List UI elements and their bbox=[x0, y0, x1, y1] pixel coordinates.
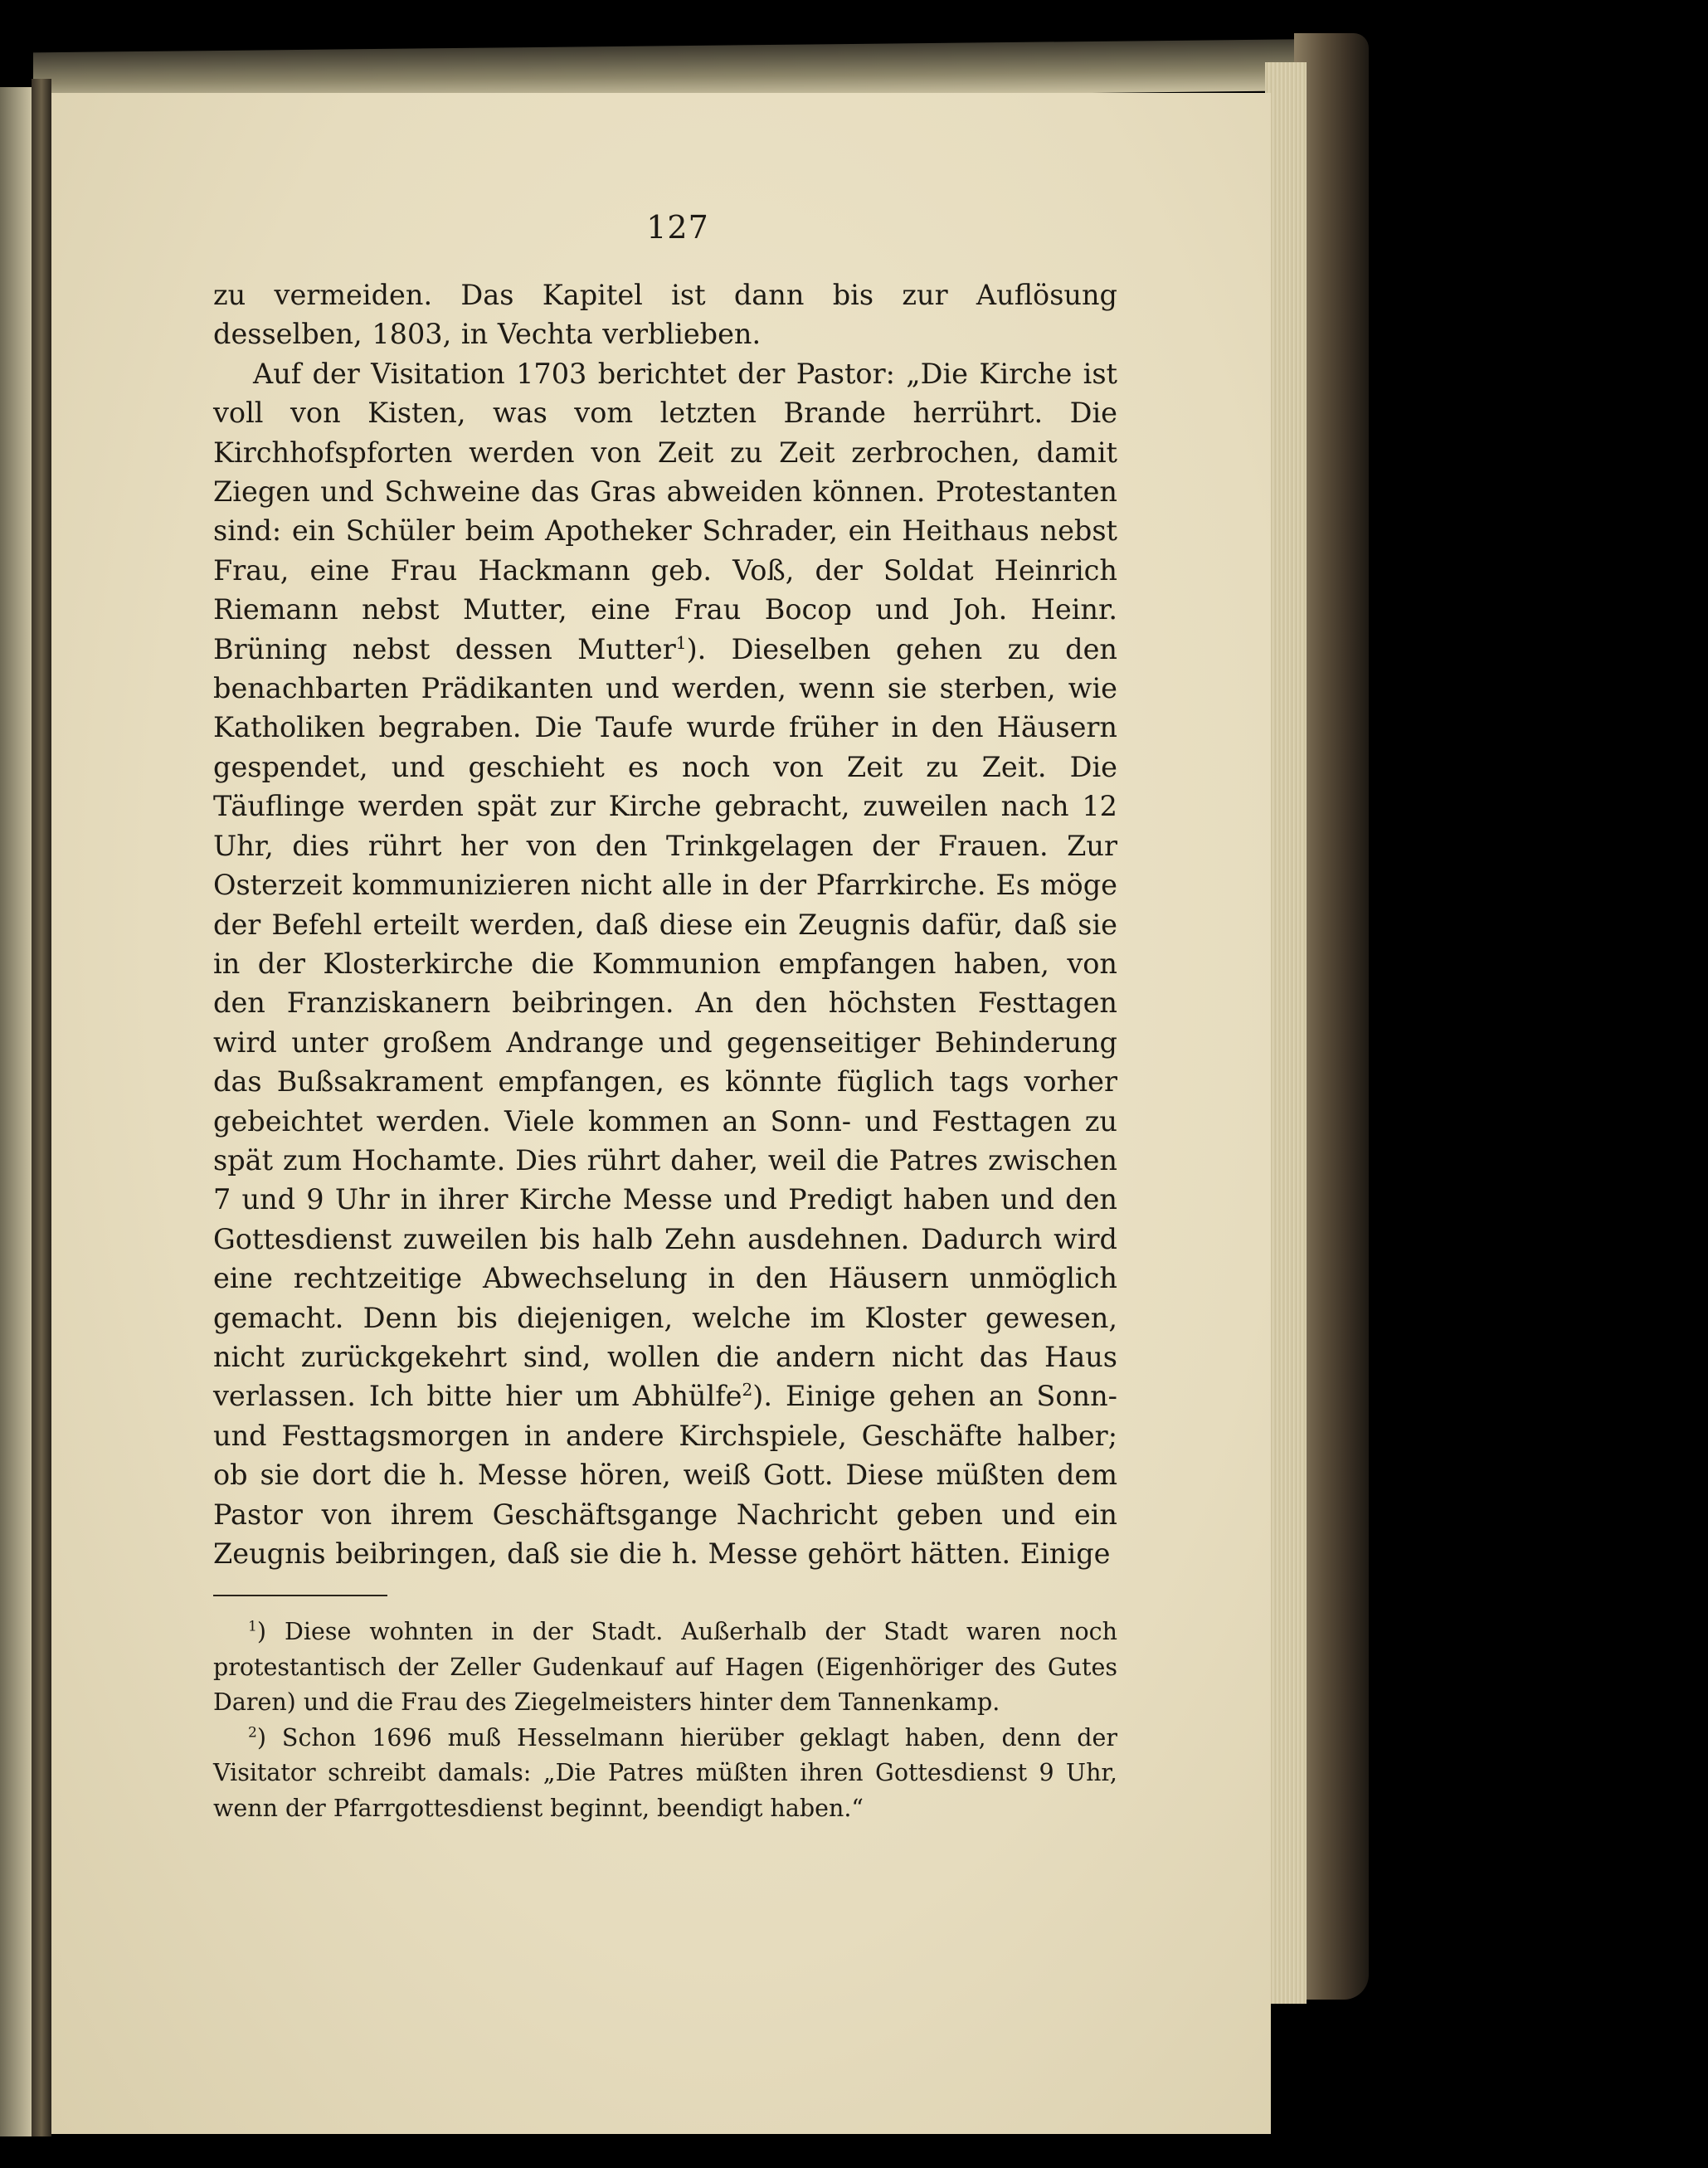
footnote-2 bbox=[213, 1721, 1117, 1827]
paragraph-2-part-a: Auf der Visitation 1703 berichtet der Pastor: „Die Kirche ist voll von Kisten, was vom letzten Brande herrührt. Die Kirchhofspforten werden von Zeit zu Zeit zerbrochen, damit Ziegen und Schweine das Gras abweiden können. Protestanten sind: ein Schüler beim Apotheker Schrader, ein Heithaus nebst Frau, eine Frau Hackmann geb. Voß, der Soldat Heinrich Riemann nebst Mutter, eine Frau Bocop und Joh. Heinr. Brüning nebst dessen Mutter bbox=[213, 357, 1117, 665]
footnote-2-text: ) Schon 1696 muß Hesselmann hierüber geklagt haben, denn der Visitator schreibt damals: „Die Patres müßten ihren Gottesdienst 9 Uhr, wenn der Pfarrgottesdienst beginnt, beendigt haben.“ bbox=[213, 1723, 1117, 1822]
page-stack-edge bbox=[1265, 62, 1307, 2004]
paragraph-2 bbox=[213, 354, 1117, 1574]
footnotes bbox=[213, 1615, 1117, 1826]
paragraph-2-part-c: ). Einige gehen an Sonn- und Festtagsmorgen in andere Kirchspiele, Geschäfte halber; ob sie dort die h. Messe hören, weiß Gott. Diese müßten dem Pastor von ihrem Geschäftsgange Nachricht geben und ein Zeugnis beibringen, daß sie die h. Messe gehört hätten. Einige bbox=[213, 1380, 1117, 1570]
paragraph-1: zu vermeiden. Das Kapitel ist dann bis zur Auflösung desselben, 1803, in Vechta verblieben. bbox=[213, 279, 1117, 351]
text-block bbox=[213, 209, 1117, 1826]
book-page bbox=[51, 93, 1271, 2134]
footnote-1-mark: 1 bbox=[248, 1618, 257, 1635]
footnote-ref-1: 1 bbox=[675, 632, 687, 653]
footnote-2-mark: 2 bbox=[248, 1724, 257, 1742]
footnote-1-text: ) Diese wohnten in der Stadt. Außerhalb der Stadt waren noch protestantisch der Zeller Gudenkauf auf Hagen (Eigenhöriger des Gutes Daren) und die Frau des Ziegelmeisters hinter dem Tannenkamp. bbox=[213, 1618, 1117, 1717]
page-number: 127 bbox=[646, 209, 709, 246]
book-gutter bbox=[32, 79, 51, 2136]
footnote-ref-2: 2 bbox=[742, 1380, 753, 1401]
footnote-divider bbox=[213, 1595, 387, 1596]
footnote-1 bbox=[213, 1615, 1117, 1721]
paragraph-2-part-b: ). Dieselben gehen zu den benachbarten Prädikanten und werden, wenn sie sterben, wie Katholiken begraben. Die Taufe wurde früher in den Häusern gespendet, und geschieht es noch von Zeit zu Zeit. Die Täuflinge werden spät zur Kirche gebracht, zuweilen nach 12 Uhr, dies rührt her von den Trinkgelagen der Frauen. Zur Osterzeit kommunizieren nicht alle in der Pfarrkirche. Es möge der Befehl erteilt werden, daß diese ein Zeugnis dafür, daß sie in der Klosterkirche die Kommunion empfangen haben, von den Franziskanern beibringen. An den höchsten Festtagen wird unter großem Andrange und gegenseitiger Behinderung das Bußsakrament empfangen, es könnte füglich tags vorher gebeichtet werden. Viele kommen an Sonn- und Festtagen zu spät zum Hochamte. Dies rührt daher, weil die Patres zwischen 7 und 9 Uhr in ihrer Kirche Messe und Predigt haben und den Gottesdienst zuweilen bis halb Zehn ausdehnen. Dadurch wird eine rechtzeitige Abwechselung in den Häusern unmöglich gemacht. Denn bis diejenigen, welche im Kloster gewesen, nicht zurückgekehrt sind, wollen die andern nicht das Haus verlassen. Ich bitte hier um Abhülfe bbox=[213, 632, 1118, 1413]
body-text bbox=[213, 275, 1117, 1573]
